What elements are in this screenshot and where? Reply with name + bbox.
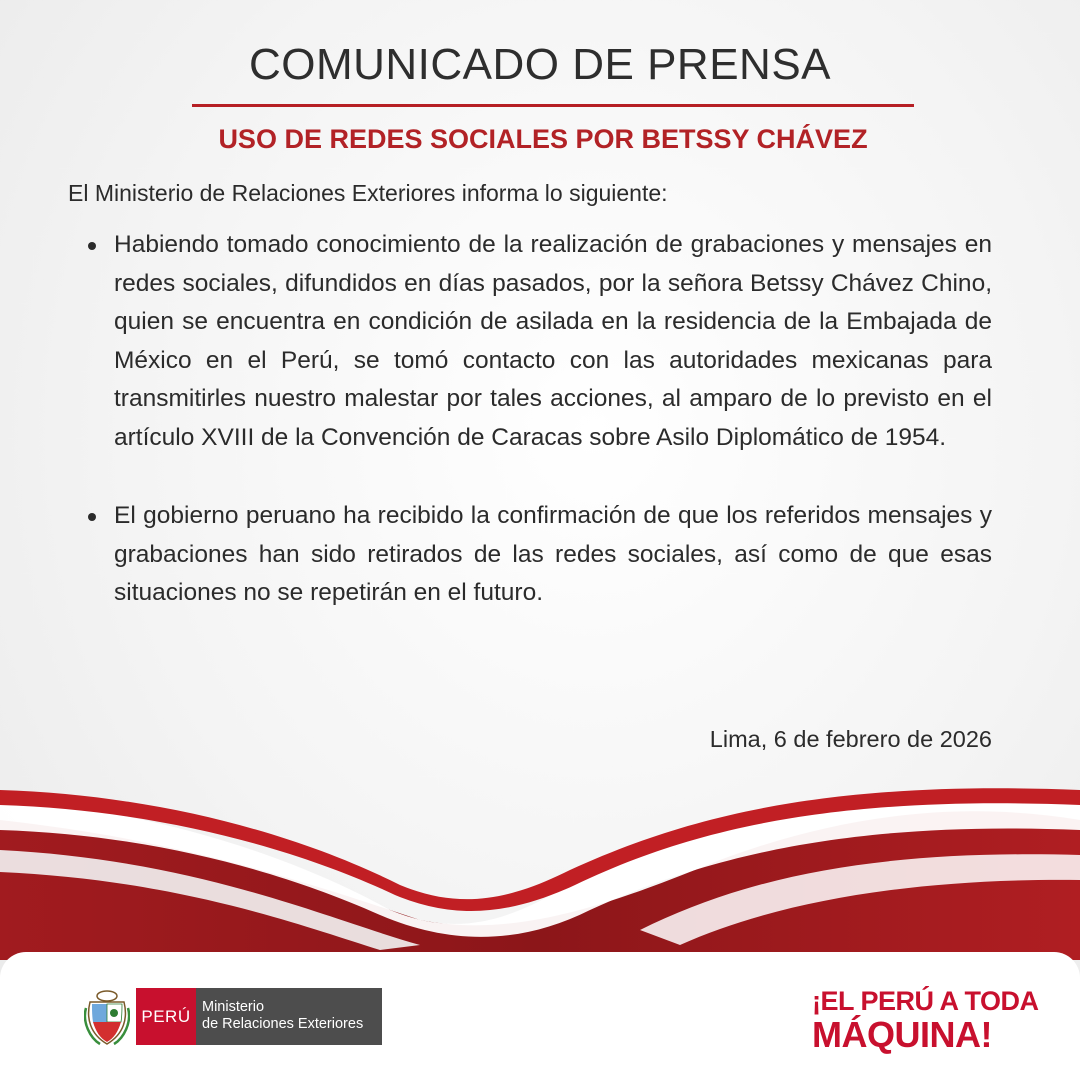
slogan-line-1: ¡EL PERÚ A TODA bbox=[812, 986, 1039, 1016]
title-divider bbox=[192, 104, 914, 107]
list-item bbox=[88, 497, 992, 613]
ministry-line-1: Ministerio bbox=[202, 999, 265, 1015]
page-title: COMUNICADO DE PRENSA bbox=[248, 40, 832, 89]
slogan-line-2: MÁQUINA! bbox=[812, 1014, 992, 1055]
statement-list bbox=[88, 226, 992, 613]
bullet-icon bbox=[88, 242, 96, 250]
bullet-icon bbox=[88, 513, 96, 521]
subtitle: USO DE REDES SOCIALES POR BETSSY CHÁVEZ bbox=[218, 124, 868, 154]
intro-text: El Ministerio de Relaciones Exteriores informa lo siguiente: bbox=[68, 180, 668, 206]
peru-logo-label: PERÚ bbox=[136, 988, 196, 1045]
ministry-line-2: de Relaciones Exteriores bbox=[202, 1016, 364, 1032]
list-item-text: Habiendo tomado conocimiento de la realización de grabaciones y mensajes en redes sociales, difundidos en días pasados, por la señora Betssy Chávez Chino, quien se encuentra en condición de asilada en la residencia de la Embajada de México en el Perú, se tomó contacto con las autoridades mexicanas para transmitirles nuestro malestar por tales acciones, al amparo de lo previsto en el artículo XVIII de la Convención de Caracas sobre Asilo Diplomático de 1954. bbox=[114, 231, 992, 451]
date-line: Lima, 6 de febrero de 2026 bbox=[709, 726, 992, 752]
list-item-text: El gobierno peruano ha recibido la confirmación de que los referidos mensajes y grabaciones han sido retirados de las redes sociales, así como de que esas situaciones no se repetirán en el futuro. bbox=[114, 502, 992, 606]
coat-of-arms-icon bbox=[84, 988, 130, 1048]
list-item bbox=[88, 226, 992, 457]
ministry-logo-label bbox=[196, 988, 382, 1045]
slogan bbox=[812, 984, 1039, 1055]
